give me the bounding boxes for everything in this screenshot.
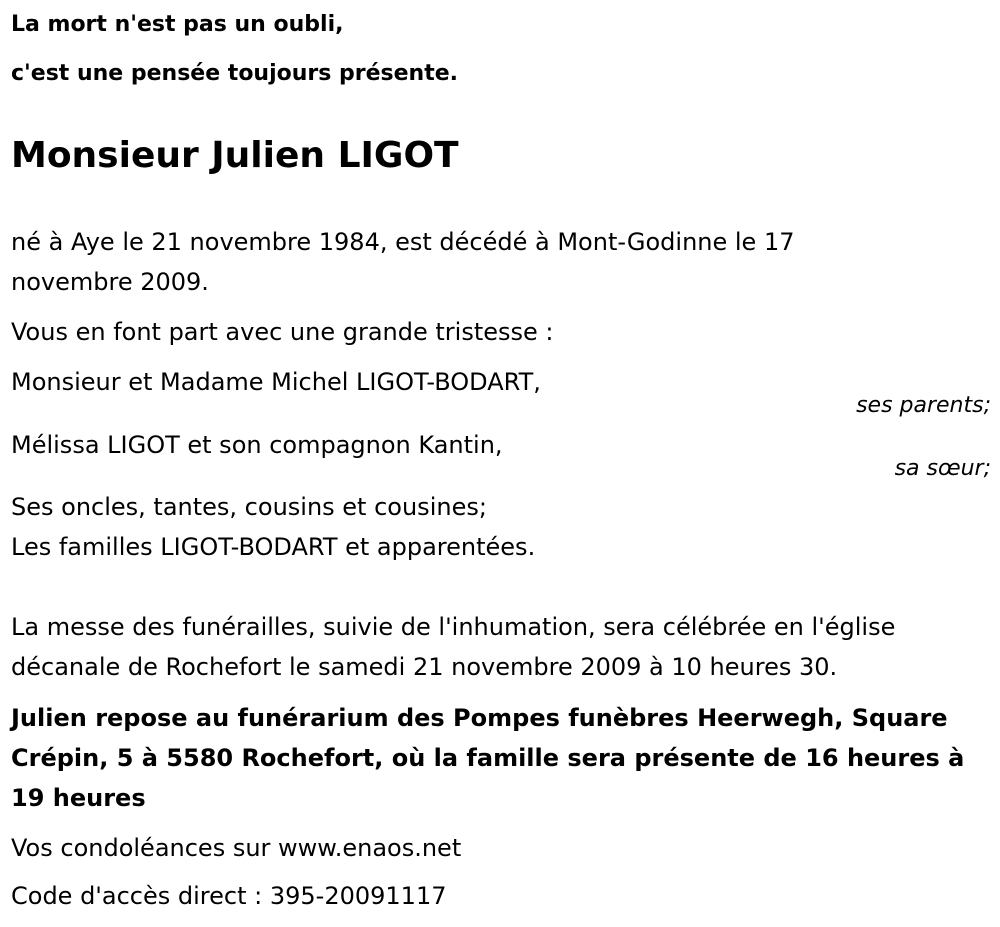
deceased-name: Monsieur Julien LIGOT — [11, 135, 459, 176]
access-code: Code d'accès direct : 395-20091117 — [11, 882, 447, 910]
birth-death-line-1: né à Aye le 21 novembre 1984, est décédé à Mont-Godinne le 17 — [11, 228, 795, 256]
family-sister: Mélissa LIGOT et son compagnon Kantin, — [11, 431, 503, 459]
family-sister-note: sa sœur; — [894, 456, 991, 481]
epigraph-line-1: La mort n'est pas un oubli, — [11, 12, 344, 37]
viewing-line-2: Crépin, 5 à 5580 Rochefort, où la famille sera présente de 16 heures à — [11, 744, 965, 772]
family-families: Les familles LIGOT-BODART et apparentées. — [11, 533, 536, 561]
announcement-text: Vous en font part avec une grande tristesse : — [11, 318, 554, 346]
mass-line-2: décanale de Rochefort le samedi 21 novembre 2009 à 10 heures 30. — [11, 653, 838, 681]
family-parents: Monsieur et Madame Michel LIGOT-BODART, — [11, 368, 541, 396]
viewing-line-3: 19 heures — [11, 784, 146, 812]
condolences-text: Vos condoléances sur www.enaos.net — [11, 834, 462, 862]
viewing-line-1: Julien repose au funérarium des Pompes funèbres Heerwegh, Square — [11, 704, 948, 732]
obituary-notice — [11, 0, 991, 927]
family-relatives: Ses oncles, tantes, cousins et cousines; — [11, 493, 487, 521]
mass-line-1: La messe des funérailles, suivie de l'inhumation, sera célébrée en l'église — [11, 613, 896, 641]
family-parents-note: ses parents; — [856, 393, 991, 418]
epigraph-line-2: c'est une pensée toujours présente. — [11, 61, 459, 86]
birth-death-line-2: novembre 2009. — [11, 268, 209, 296]
